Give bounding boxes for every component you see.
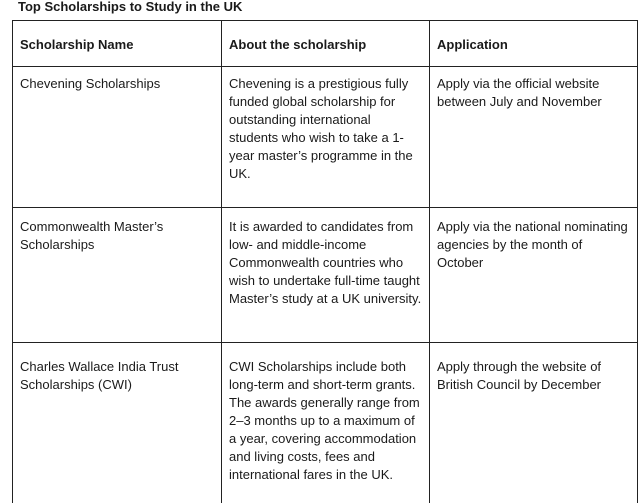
table-row <box>13 343 638 503</box>
cell-scholarship-name: Commonwealth Master’s Scholarships <box>13 208 222 343</box>
header-scholarship-name: Scholarship Name <box>13 21 222 67</box>
cell-application: Apply via the official website between July and November <box>430 67 638 208</box>
cell-scholarship-name: Chevening Scholarships <box>13 67 222 208</box>
page-title: Top Scholarships to Study in the UK <box>18 0 243 14</box>
cell-about: Chevening is a prestigious fully funded global scholarship for outstanding international students who wish to take a 1-year master’s programme in the UK. <box>222 67 430 208</box>
table-header-row <box>13 21 638 67</box>
table-row <box>13 67 638 208</box>
cell-about: It is awarded to candidates from low- and middle-income Commonwealth countries who wish to undertake full-time taught Master’s study at a UK university. <box>222 208 430 343</box>
table-row <box>13 208 638 343</box>
cell-about: CWI Scholarships include both long-term and short-term grants. The awards generally range from 2–3 months up to a maximum of a year, covering accommodation and living costs, fees and international fares in the UK. <box>222 343 430 503</box>
cell-application: Apply through the website of British Council by December <box>430 343 638 503</box>
header-application: Application <box>430 21 638 67</box>
header-about: About the scholarship <box>222 21 430 67</box>
cell-scholarship-name: Charles Wallace India Trust Scholarships (CWI) <box>13 343 222 503</box>
scholarships-table <box>12 20 638 503</box>
cell-application: Apply via the national nominating agencies by the month of October <box>430 208 638 343</box>
